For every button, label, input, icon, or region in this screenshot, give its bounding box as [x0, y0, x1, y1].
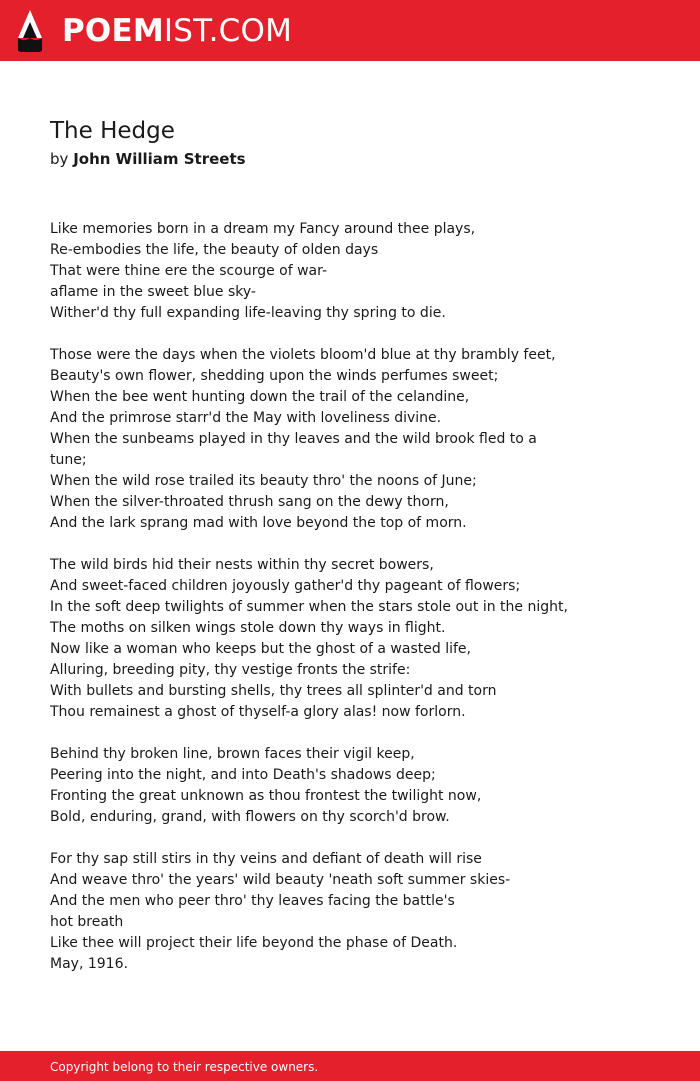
- poem-body: [50, 219, 670, 996]
- site-header: [0, 0, 700, 61]
- poem-line: Like memories born in a dream my Fancy around thee plays,: [50, 221, 476, 237]
- poem-line: Peering into the night, and into Death's shadows deep;: [50, 767, 436, 783]
- poem-line: Alluring, breeding pity, thy vestige fronts the strife:: [50, 662, 411, 678]
- poem-stanza: [50, 345, 670, 534]
- poem-line: Bold, enduring, grand, with flowers on thy scorch'd brow.: [50, 809, 450, 825]
- site-footer: [0, 1051, 700, 1081]
- poem-line: When the wild rose trailed its beauty thro' the noons of June;: [50, 473, 477, 489]
- poem-stanza: [50, 555, 670, 723]
- poem-line: Beauty's own flower, shedding upon the winds perfumes sweet;: [50, 368, 499, 384]
- poem-line: With bullets and bursting shells, thy trees all splinter'd and torn: [50, 683, 497, 699]
- poem-line: May, 1916.: [50, 956, 128, 972]
- poem-line: In the soft deep twilights of summer when the stars stole out in the night,: [50, 599, 568, 615]
- author-name: John William Streets: [73, 150, 246, 168]
- poem-line: And the primrose starr'd the May with loveliness divine.: [50, 410, 442, 426]
- poem-line: Like thee will project their life beyond the phase of Death.: [50, 935, 458, 951]
- poem-line: The wild birds hid their nests within thy secret bowers,: [50, 557, 434, 573]
- poem-stanza: [50, 219, 670, 324]
- logo-light-text: IST.COM: [163, 13, 293, 49]
- poem-stanza: [50, 744, 670, 828]
- pencil-tip-icon[interactable]: [18, 10, 42, 52]
- poem-line: Wither'd thy full expanding life-leaving thy spring to die.: [50, 305, 446, 321]
- poem-line: Behind thy broken line, brown faces their vigil keep,: [50, 746, 415, 762]
- poem-line: When the sunbeams played in thy leaves and the wild brook fled to a: [50, 431, 537, 447]
- poem-line: hot breath: [50, 914, 124, 930]
- poem-line: The moths on silken wings stole down thy ways in flight.: [50, 620, 446, 636]
- poem-line: Those were the days when the violets bloom'd blue at thy brambly feet,: [50, 347, 556, 363]
- poem-line: For thy sap still stirs in thy veins and defiant of death will rise: [50, 851, 482, 867]
- poem-line: Now like a woman who keeps but the ghost of a wasted life,: [50, 641, 471, 657]
- poem-line: When the bee went hunting down the trail of the celandine,: [50, 389, 470, 405]
- logo-bold-text: POEM: [62, 13, 164, 49]
- poem-stanza: [50, 849, 670, 975]
- copyright-text: Copyright belong to their respective owners.: [50, 1060, 319, 1074]
- by-label: by: [50, 150, 69, 168]
- poem-line: tune;: [50, 452, 87, 468]
- poem-line: When the silver-throated thrush sang on the dewy thorn,: [50, 494, 449, 510]
- poem-line: And weave thro' the years' wild beauty 'neath soft summer skies-: [50, 872, 511, 888]
- site-logo[interactable]: [62, 11, 292, 51]
- poem-line: And the men who peer thro' thy leaves facing the battle's: [50, 893, 455, 909]
- poem-line: Fronting the great unknown as thou frontest the twilight now,: [50, 788, 482, 804]
- poem-title: The Hedge: [50, 118, 175, 144]
- poem-line: Thou remainest a ghost of thyself-a glory alas! now forlorn.: [50, 704, 466, 720]
- poem-line: And sweet-faced children joyously gather'd thy pageant of flowers;: [50, 578, 521, 594]
- poem-line: Re-embodies the life, the beauty of olden days: [50, 242, 379, 258]
- byline: [50, 148, 246, 170]
- poem-line: And the lark sprang mad with love beyond the top of morn.: [50, 515, 467, 531]
- poem-line: That were thine ere the scourge of war-: [50, 263, 328, 279]
- poem-line: aflame in the sweet blue sky-: [50, 284, 256, 300]
